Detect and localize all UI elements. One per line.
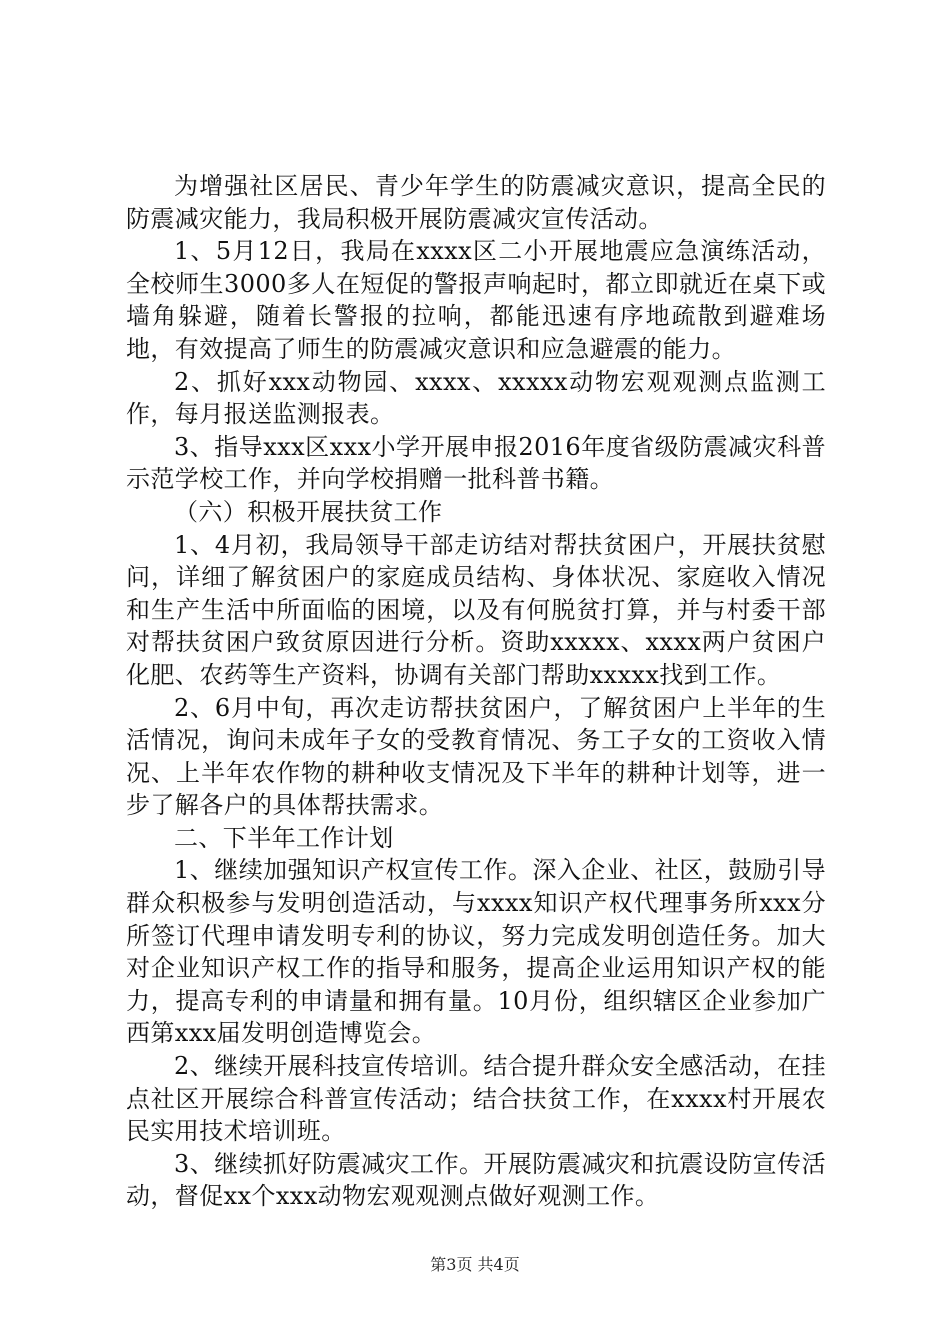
paragraph-monitoring: 2、抓好xxx动物园、xxxx、xxxxx动物宏观观测点监测工作，每月报送监测报表。 xyxy=(126,367,826,429)
paragraph-plan-ip: 1、继续加强知识产权宣传工作。深入企业、社区，鼓励引导群众积极参与发明创造活动，与xxxx知识产权代理事务所xxx分所签订代理申请发明专利的协议，努力完成发明创造任务。加大对企业知识产权工作的指导和服务，提高企业运用知识产权的能力，提高专利的申请量和拥有量。10月份，组织辖区企业参加广西第xxx届发明创造博览会。 xyxy=(126,856,826,1048)
section-heading-plan: 二、下半年工作计划 xyxy=(174,823,394,852)
page-footer: 第3页 共4页 xyxy=(430,1255,520,1274)
paragraph-plan-training: 2、继续开展科技宣传培训。结合提升群众安全感活动，在挂点社区开展综合科普宣传活动；结合扶贫工作，在xxxx村开展农民实用技术培训班。 xyxy=(126,1052,826,1146)
paragraph-poverty-followup: 2、6月中旬，再次走访帮扶贫困户，了解贫困户上半年的生活情况，询问未成年子女的受教育情况、务工子女的工资收入情况、上半年农作物的耕种收支情况及下半年的耕种计划等，进一步了解各户的具体帮扶需求。 xyxy=(126,693,826,820)
section-heading-poverty: （六）积极开展扶贫工作 xyxy=(174,497,443,526)
document-body xyxy=(126,170,826,1213)
paragraph-drill: 1、5月12日，我局在xxxx区二小开展地震应急演练活动，全校师生3000多人在短促的警报声响起时，都立即就近在桌下或墙角躲避，随着长警报的拉响，都能迅速有序地疏散到避难场地，有效提高了师生的防震减灾意识和应急避震的能力。 xyxy=(126,237,826,363)
paragraph-plan-earthquake: 3、继续抓好防震减灾工作。开展防震减灾和抗震设防宣传活动，督促xx个xxx动物宏观观测点做好观测工作。 xyxy=(126,1149,826,1211)
paragraph-school-guidance: 3、指导xxx区xxx小学开展申报2016年度省级防震减灾科普示范学校工作，并向学校捐赠一批科普书籍。 xyxy=(126,432,826,494)
paragraph-poverty-visit: 1、4月初，我局领导干部走访结对帮扶贫困户，开展扶贫慰问，详细了解贫困户的家庭成员结构、身体状况、家庭收入情况和生产生活中所面临的困境，以及有何脱贫打算，并与村委干部对帮扶贫困户致贫原因进行分析。资助xxxxx、xxxx两户贫困户化肥、农药等生产资料，协调有关部门帮助xxxxx找到工作。 xyxy=(126,530,826,689)
paragraph-intro: 为增强社区居民、青少年学生的防震减灾意识，提高全民的防震减灾能力，我局积极开展防震减灾宣传活动。 xyxy=(126,172,826,233)
